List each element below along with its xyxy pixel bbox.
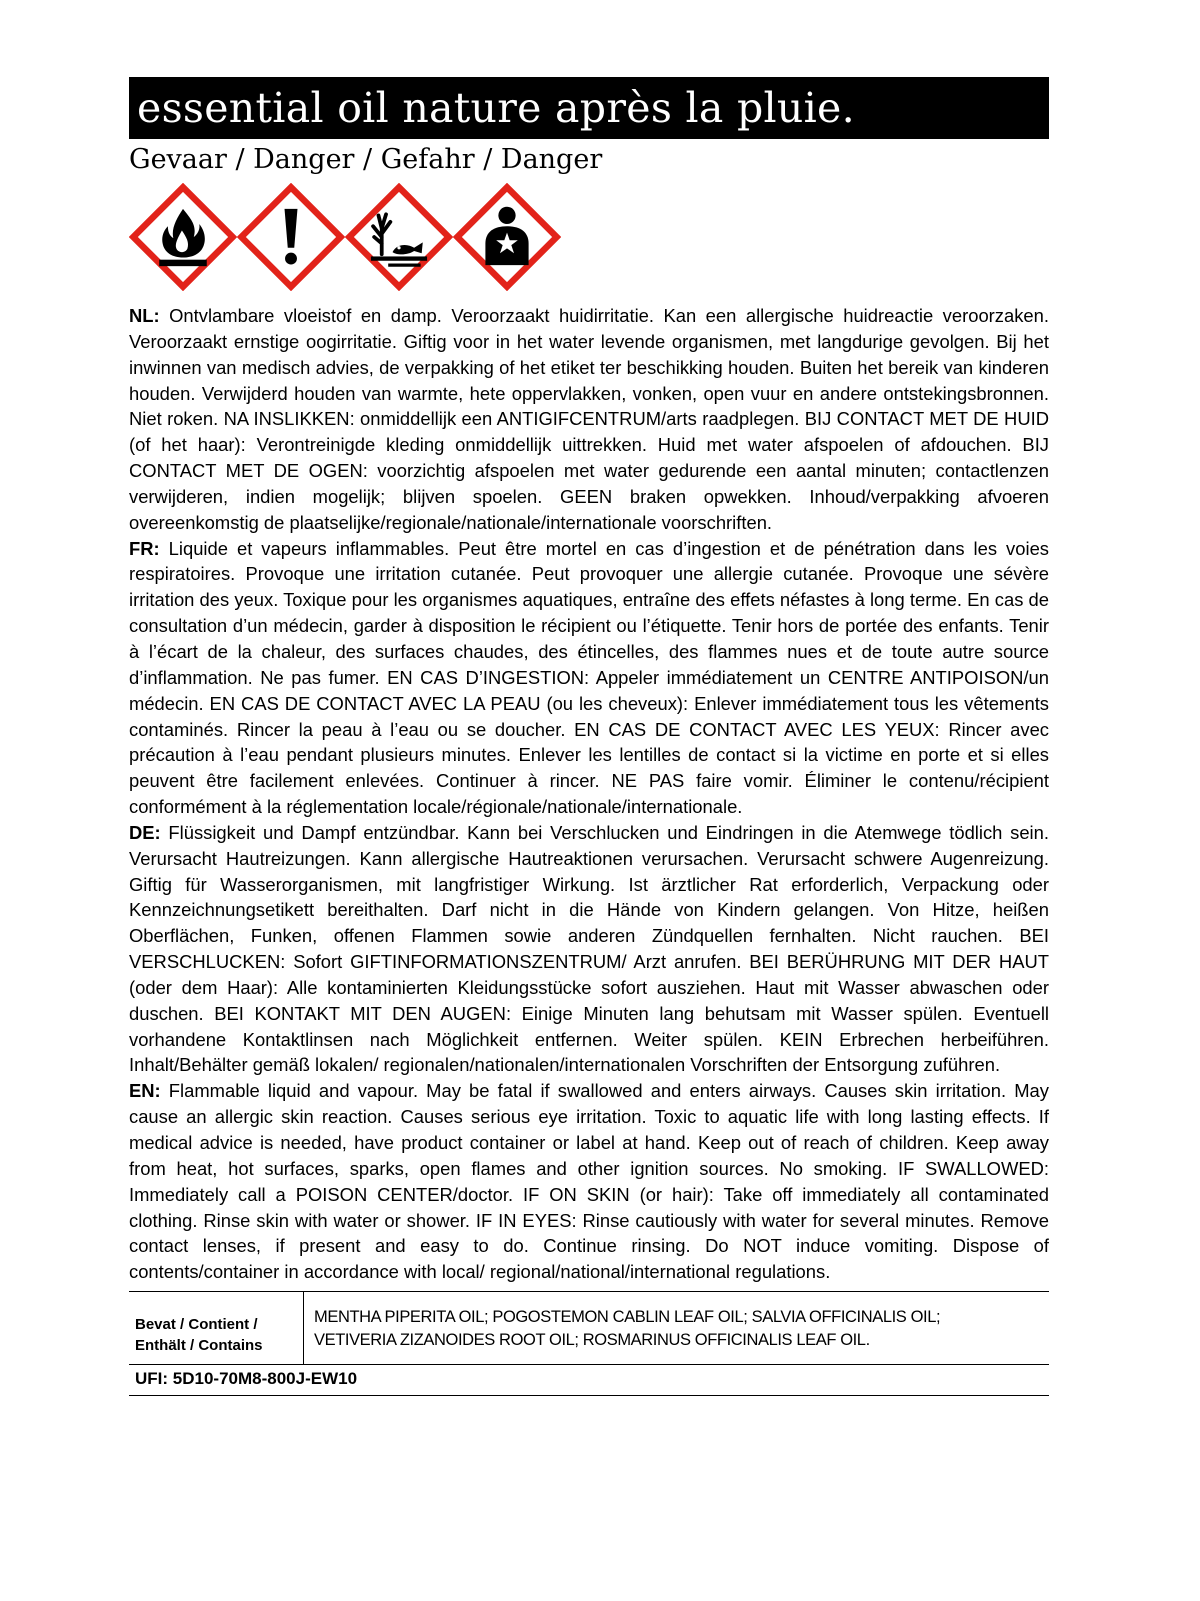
lang-code-fr: FR:: [129, 537, 160, 559]
text-de: Flüssigkeit und Dampf entzündbar. Kann bei Verschlucken und Eindringen in die Atemwege tödlich sein. Verursacht Hautreizungen. Kann allergische Hautreaktionen verursachen. Verursacht schwere Augenreizung. Giftig für Wasserorganismen, mit langfristiger Wirkung. Ist ärztlicher Rat erforderlich, Verpackung oder Kennzeichnungsetikett bereithalten. Darf nicht in die Hände von Kindern gelangen. Von Hitze, heißen Oberflächen, Funken, offenen Flammen sowie anderen Zündquellen fernhalten. Nicht rauchen. BEI VERSCHLUCKEN: Sofort GIFTINFORMATIONSZENTRUM/ Arzt anrufen. BEI BERÜHRUNG MIT DER HAUT (oder dem Haar): Alle kontaminierten Kleidungsstücke sofort ausziehen. Haut mit Wasser abwaschen oder duschen. BEI KONTAKT MIT DEN AUGEN: Einige Minuten lang behutsam mit Wasser spülen. Eventuell vorhandene Kontaktlinsen nach Möglichkeit entfernen. Weiter spülen. KEIN Erbrechen herbeiführen. Inhalt/Behälter gemäß lokalen/ regionalen/nationalen/internationalen Vorschriften der Entsorgung zuführen.: [129, 821, 1049, 1076]
lang-code-de: DE:: [129, 821, 161, 843]
ufi-code: UFI: 5D10-70M8-800J-EW10: [129, 1365, 1049, 1396]
safety-label: [129, 77, 1049, 1396]
text-nl: Ontvlambare vloeistof en damp. Veroorzaakt huidirritatie. Kan een allergische huidreactie veroorzaken. Veroorzaakt ernstige oogirritatie. Giftig voor in het water levende organismen, met langdurige gevolgen. Bij het inwinnen van medisch advies, de verpakking of het etiket ter beschikking houden. Buiten het bereik van kinderen houden. Verwijderd houden van warmte, hete oppervlakken, vonken, open vuur en andere ontstekingsbronnen. Niet roken. NA INSLIKKEN: onmiddellijk een ANTIGIFCENTRUM/arts raadplegen. BIJ CONTACT MET DE HUID (of het haar): Verontreinigde kleding onmiddellijk uittrekken. Huid met water afspoelen of afdouchen. BIJ CONTACT MET DE OGEN: voorzichtig afspoelen met water gedurende een aantal minuten; contactlenzen verwijderen, indien mogelijk; blijven spoelen. GEEN braken opwekken. Inhoud/verpakking afvoeren overeenkomstig de plaatselijke/regionale/nationale/internationale voorschriften.: [129, 305, 1049, 533]
section-fr: [129, 536, 1049, 820]
ingredients-line2: VETIVERIA ZIZANOIDES ROOT OIL; ROSMARINUS OFFICINALIS LEAF OIL.: [314, 1331, 870, 1350]
ingredients-line1: MENTHA PIPERITA OIL; POGOSTEMON CABLIN LEAF OIL; SALVIA OFFICINALIS OIL;: [314, 1308, 941, 1327]
contains-table: [129, 1291, 1049, 1365]
signal-word: Gevaar / Danger / Gefahr / Danger: [129, 144, 603, 175]
section-de: [129, 820, 1049, 1078]
exclamation-mark-icon: [237, 183, 345, 291]
section-en: [129, 1078, 1049, 1285]
lang-code-en: EN:: [129, 1080, 161, 1102]
flame-icon: [129, 183, 237, 291]
contains-label: [129, 1292, 304, 1364]
contains-ingredients: [304, 1292, 940, 1364]
hazard-statements: [129, 303, 1049, 1285]
environment-icon: [345, 183, 453, 291]
contains-label-line1: Bevat / Contient /: [135, 1316, 258, 1334]
text-en: Flammable liquid and vapour. May be fatal if swallowed and enters airways. Causes skin irritation. May cause an allergic skin reaction. Causes serious eye irritation. Toxic to aquatic life with long lasting effects. If medical advice is needed, have product container or label at hand. Keep out of reach of children. Keep away from heat, hot surfaces, sparks, open flames and other ignition sources. No smoking. IF SWALLOWED: Immediately call a POISON CENTER/doctor. IF ON SKIN (or hair): Take off immediately all contaminated clothing. Rinse skin with water or shower. IF IN EYES: Rinse cautiously with water for several minutes. Remove contact lenses, if present and easy to do. Continue rinsing. Do NOT induce vomiting. Dispose of contents/container in accordance with local/ regional/national/international regulations.: [129, 1080, 1049, 1283]
text-fr: Liquide et vapeurs inflammables. Peut être mortel en cas d’ingestion et de pénétration dans les voies respiratoires. Provoque une irritation cutanée. Peut provoquer une allergie cutanée. Provoque une sévère irritation des yeux. Toxique pour les organismes aquatiques, entraîne des effets néfastes à long terme. En cas de consultation d’un médecin, garder à disposition le récipient ou l’étiquette. Tenir hors de portée des enfants. Tenir à l’écart de la chaleur, des surfaces chaudes, des étincelles, des flammes nues et de toute autre source d’inflammation. Ne pas fumer. EN CAS D’INGESTION: Appeler immédiatement un CENTRE ANTIPOISON/un médecin. EN CAS DE CONTACT AVEC LA PEAU (ou les cheveux): Enlever immédiatement tous les vêtements contaminés. Rincer la peau à l’eau ou se doucher. EN CAS DE CONTACT AVEC LES YEUX: Rincer avec précaution à l’eau pendant plusieurs minutes. Enlever les lentilles de contact si la victime en porte et si elles peuvent être facilement enlevées. Continuer à rincer. NE PAS faire vomir. Éliminer le contenu/récipient conformément à la réglementation locale/régionale/nationale/internationale.: [129, 537, 1049, 818]
product-title: essential oil nature après la pluie.: [129, 77, 1049, 139]
lang-code-nl: NL:: [129, 305, 160, 326]
contains-label-line2: Enthält / Contains: [135, 1337, 263, 1355]
health-hazard-icon: [453, 183, 561, 291]
hazard-pictograms: [129, 183, 1049, 293]
section-nl: [129, 303, 1049, 536]
